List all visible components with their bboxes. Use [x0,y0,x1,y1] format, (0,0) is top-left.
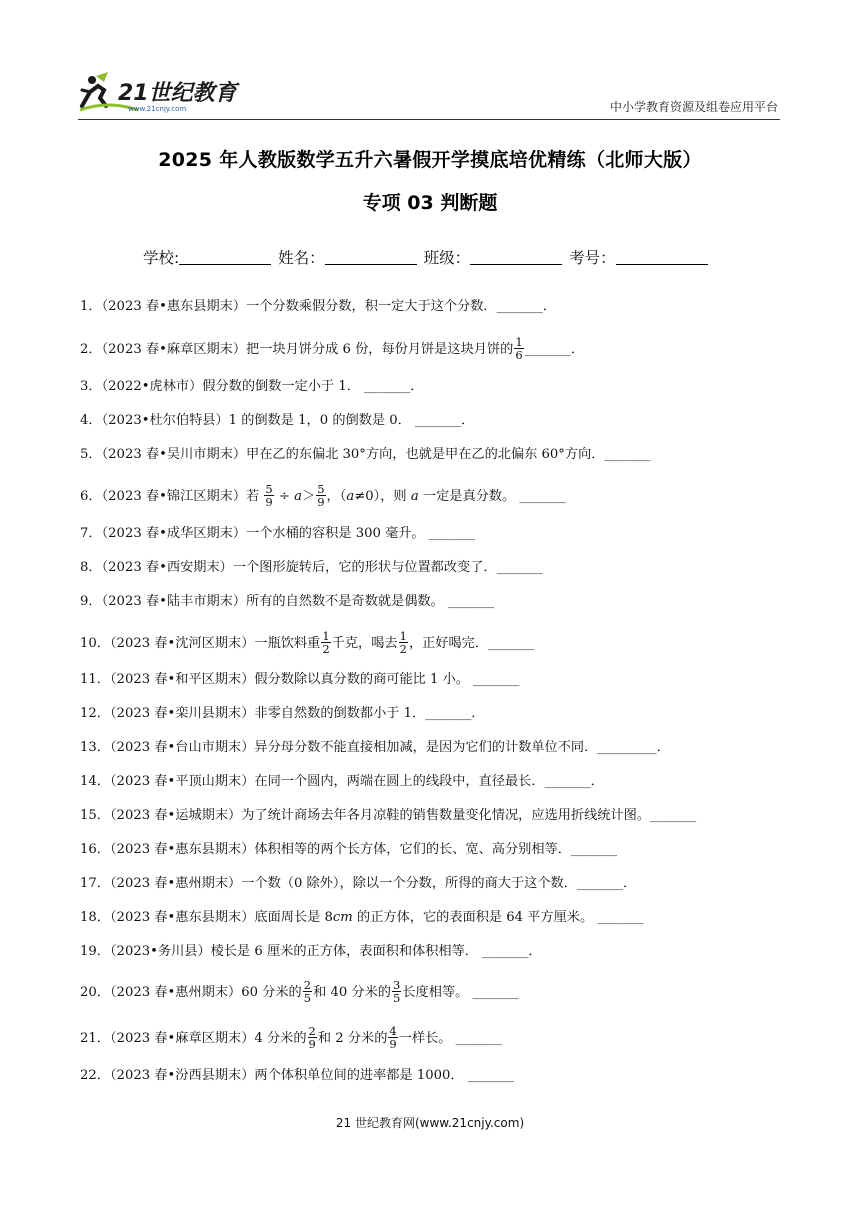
question-4: 4．（2023•杜尔伯特县）1 的倒数是 1，0 的倒数是 0． _______． [80,413,475,428]
question-2-blank: _______． [524,342,585,357]
question-19: 19．（2023•务川县）棱长是 6 厘米的正方体，表面积和体积相等． _______． [80,944,542,959]
student-info-line [143,246,710,268]
page-footer: 21 世纪教育网(www.21cnjy.com) [335,1116,525,1130]
question-15: 15．（2023 春•运城期末）为了统计商场去年各月凉鞋的销售数量变化情况，应选用折线统计图。_______ [80,808,697,823]
question-6: 6．（2023 春•锦江区期末）若 $\frac{5}{9}$ ÷ a＞ $\frac{5}{9}$ ，（a≠0），则 a 一定是真分数。 _______ [80,482,566,509]
question-17: 17．（2023 春•惠州期末）一个数（0 除外），除以一个分数，所得的商大于这个数．_______． [80,876,637,891]
fraction-five-ninths: $\frac{5}{9}$ [265,482,273,509]
question-22: 22．（2023 春•汾西县期末）两个体积单位间的进率都是 1000． _______ [80,1068,514,1083]
question-5: 5．（2023 春•吴川市期末）甲在乙的东偏北 30°方向，也就是甲在乙的北偏东 60°方向．_______ [80,447,651,462]
svg-text:www.21cnjy.com: www.21cnjy.com [128,105,187,113]
class-blank [470,250,562,265]
question-2 [80,337,584,362]
class-label: 班级： [423,249,471,267]
question-3: 3．（2022•虎林市）假分数的倒数一定小于 1． _______． [80,379,424,394]
fraction-four-ninths: $\frac{4}{9}$ [389,1024,397,1051]
header-platform-text: 中小学教育资源及组卷应用平台 [609,100,778,114]
question-13: 13．（2023 春•台山市期末）异分母分数不能直接相加减，是因为它们的计数单位不同．_________． [80,740,670,755]
question-9: 9．（2023 春•陆丰市期末）所有的自然数不是奇数就是偶数。 _______ [80,594,495,609]
logo-21cnjy [78,70,248,114]
question-1: 1．（2023 春•惠东县期末）一个分数乘假分数，积一定大于这个分数．_______． [80,299,556,314]
question-14: 14．（2023 春•平顶山期末）在同一个圆内，两端在圆上的线段中，直径最长．_______． [80,774,604,789]
svg-text:21世纪教育: 21世纪教育 [118,81,237,106]
school-blank [179,250,271,265]
question-21: 21．（2023 春•麻章区期末）4 分米的 $\frac{2}{9}$ 和 2 分米的 $\frac{4}{9}$ 一样长。 _______ [80,1024,502,1051]
fraction-one-sixth: $\frac{1}{6}$ [515,335,523,362]
fraction-two-fifths: $\frac{2}{5}$ [303,978,312,1005]
name-label: 姓名： [278,249,325,267]
question-16: 16．（2023 春•惠东县期末）体积相等的两个长方体，它们的长、宽、高分别相等．_______ [80,842,618,857]
page-header [78,70,778,118]
number-label: 考号： [569,249,616,267]
question-8: 8．（2023 春•西安期末）一个图形旋转后，它的形状与位置都改变了．_______ [80,560,543,575]
document-subtitle: 专项 03 判断题 [362,192,498,214]
fraction-one-half-2: $\frac{1}{2}$ [399,629,407,656]
fraction-five-ninths-2: $\frac{5}{9}$ [317,482,325,509]
number-blank [616,250,708,265]
fraction-three-fifths: $\frac{3}{5}$ [393,978,401,1005]
document-title: 2025 年人教版数学五升六暑假开学摸底培优精练（北师大版） [158,149,702,171]
question-12: 12．（2023 春•栾川县期末）非零自然数的倒数都小于 1．_______． [80,706,485,721]
header-divider [78,119,780,120]
question-11: 11．（2023 春•和平区期末）假分数除以真分数的商可能比 1 小。 _______ [80,672,520,687]
question-20: 20．（2023 春•惠州期末）60 分米的 $\frac{2}{5}$ 和 40 分米的 $\frac{3}{5}$ 长度相等。 _______ [80,978,519,1005]
question-18: 18．（2023 春•惠东县期末）底面周长是 8cm 的正方体，它的表面积是 64 平方厘米。 _______ [80,910,644,925]
question-7: 7．（2023 春•成华区期末）一个水桶的容积是 300 毫升。 _______ [80,526,475,541]
fraction-one-half: $\frac{1}{2}$ [322,629,330,656]
fraction-two-ninths: $\frac{2}{9}$ [308,1024,316,1051]
name-blank [325,250,417,265]
school-label: 学校: [143,249,180,267]
question-10: 10．（2023 春•沈河区期末）一瓶饮料重 $\frac{1}{2}$ 千克，喝去 $\frac{1}{2}$ ，正好喝完．_______ [80,629,535,656]
question-2-text: 2．（2023 春•麻章区期末）把一块月饼分成 6 份，每份月饼是这块月饼的 [80,342,514,357]
